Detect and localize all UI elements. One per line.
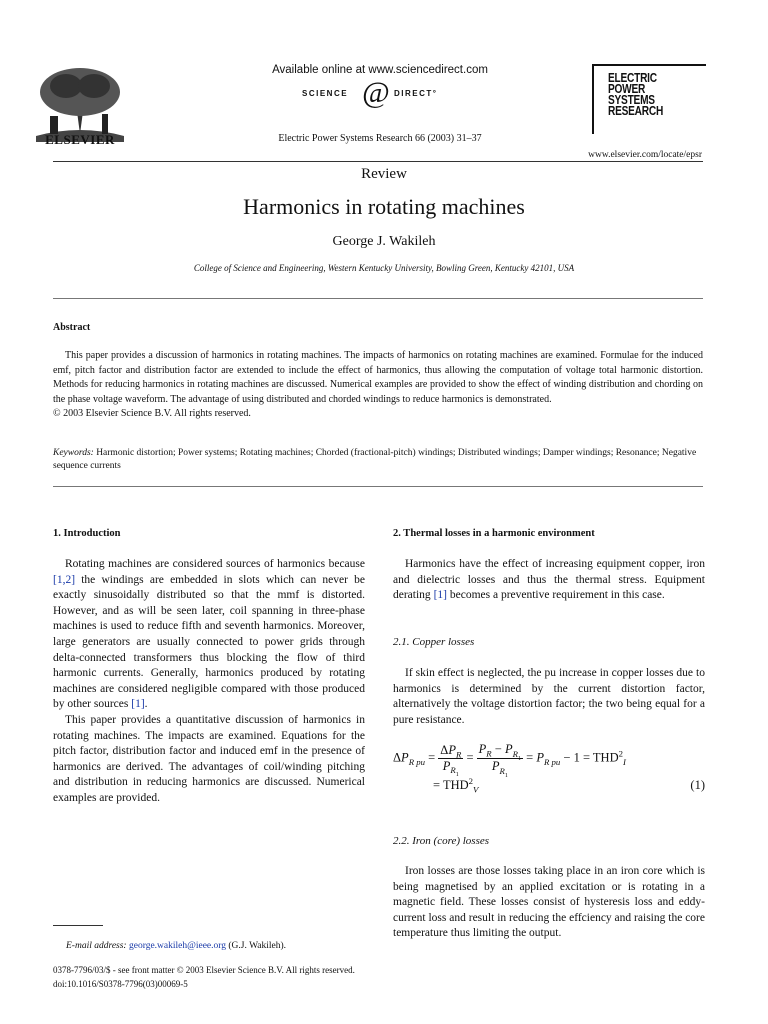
- copper-losses-text: If skin effect is neglected, the pu increase in copper losses due to harmonics is determined by the current distortion factor, alternatively the voltage distortion factor; the two being equal for a pure resistance.: [393, 667, 705, 726]
- author-email-link[interactable]: george.wakileh@ieee.org: [128, 941, 227, 951]
- sd-right-text: DIRECT°: [394, 89, 438, 98]
- article-author: George J. Wakileh: [332, 234, 436, 249]
- section2-paragraph: [393, 557, 705, 604]
- intro-text: the windings are embedded in slots which can never be exactly sinusoidally distributed so that the mmf is distorted. However, and as will be seen later, coil spanning in three-phase machines is used to reduce fifth and seventh harmonics. Moreover, large generators are usually connected to power grids through delta-connected transformers thus blocking the flow of third harmonic currents. Generally, harmonics produced by rotating machines are considered negligible compared with those produced by other sources: [53, 573, 365, 711]
- doi-line: doi:10.1016/S0378-7796(03)00069-5: [53, 979, 188, 989]
- equation-number: (1): [690, 778, 705, 792]
- intro-paragraph-2: This paper provides a quantitative discussion of harmonics in rotating machines. The impacts are examined. Equations for the pitch factor, distribution factor and induced emf in the presence of harmonics are derived. The advantages of coil/winding pitching and distribution in reducing harmonics are discussed. Numerical examples are provided.: [53, 713, 365, 804]
- intro-paragraph-1: [53, 557, 365, 713]
- intro-text: .: [144, 698, 148, 711]
- abstract-divider: [53, 486, 703, 487]
- abstract-body: [53, 349, 703, 422]
- equation-1-line-2: = $THD^2_V$: [433, 775, 479, 795]
- iron-losses-text: Iron losses are those losses taking place in an iron core which is being magnetised by an applied excitation or is rotating in a magnetic field. These losses consist of hysteresis loss and eddy-current loss and result in reducing the effciency and raising the core temperature thus limiting the output.: [393, 865, 705, 940]
- intro-body: [53, 557, 365, 807]
- article-title: Harmonics in rotating machines: [243, 194, 525, 219]
- footnote-name: (G.J. Wakileh).: [226, 941, 287, 951]
- author-email-footnote: [66, 941, 286, 951]
- copyright-line: © 2003 Elsevier Science B.V. All rights reserved.: [53, 408, 251, 419]
- intro-heading: 1. Introduction: [53, 528, 121, 539]
- subsection-2-1-body: [393, 666, 705, 728]
- elsevier-wordmark: ELSEVIER: [45, 132, 115, 147]
- title-divider: [53, 298, 703, 299]
- abstract-text: This paper provides a discussion of harmonics in rotating machines. The impacts of harmonics on rotating machines are examined. Formulae for the induced emf, pitch factor and distribution factor are extended to include the effect of harmonics, thus allowing the computation of voltage total harmonic distortion. Methods for reducing harmonics in rotating machines are discussed. Numerical examples are provided to show the effect of winding distribution and chording on the phase voltage waveform. The advantage of using distributed and chorded windings to reduce harmonics is demonstrated.: [53, 350, 703, 405]
- section2-body: [393, 557, 705, 604]
- epsr-journal-logo: [592, 64, 706, 134]
- sd-at-icon: @: [362, 76, 390, 109]
- intro-text: Rotating machines are considered sources of harmonics because: [65, 558, 365, 570]
- section-label: Review: [361, 166, 407, 182]
- header-divider: [53, 161, 703, 162]
- section2-text: becomes a preventive requirement in this case.: [446, 589, 665, 602]
- citation-link[interactable]: [1,2]: [53, 573, 76, 586]
- sciencedirect-logo: [302, 76, 462, 110]
- subsection-2-1-heading: 2.1. Copper losses: [393, 636, 475, 648]
- equation-1: [393, 738, 705, 798]
- footnote-label: E-mail address:: [66, 941, 127, 951]
- subsection-2-2-heading: 2.2. Iron (core) losses: [393, 835, 490, 847]
- epsr-line: ELECTRIC: [608, 70, 657, 85]
- section2-heading: 2. Thermal losses in a harmonic environment: [393, 528, 595, 539]
- citation-link[interactable]: [1]: [433, 589, 447, 602]
- sd-left-text: SCIENCE: [302, 89, 349, 98]
- epsr-line: POWER: [608, 81, 646, 96]
- author-affiliation: College of Science and Engineering, Western Kentucky University, Bowling Green, Kentucky 42101, USA: [193, 263, 575, 273]
- keywords-label: Keywords:: [53, 448, 94, 458]
- subsection-2-2-body: [393, 864, 705, 942]
- epsr-logo-text: [608, 72, 663, 116]
- citation-link[interactable]: [1]: [131, 698, 145, 711]
- front-matter-line: 0378-7796/03/$ - see front matter © 2003 Elsevier Science B.V. All rights reserved.: [53, 965, 355, 975]
- journal-url[interactable]: www.elsevier.com/locate/epsr: [588, 150, 702, 160]
- keywords-list: Harmonic distortion; Power systems; Rotating machines; Chorded (fractional-pitch) windings; Distributed windings; Damper windings; Resonance; Negative sequence currents: [53, 448, 697, 471]
- epsr-line: RESEARCH: [608, 103, 664, 118]
- equation-1-line-1: $\Delta P_{R pu}$ = $\Delta P_R$ $P_{R_1}$ = $\frac{P_R - P_{R_1}}{P_{R_1}}$ = $P_{R pu} - 1 = THD^2_I$: [393, 742, 626, 779]
- epsr-line: SYSTEMS: [608, 92, 655, 107]
- section2-text: Harmonics have the effect of increasing equipment copper, iron and dielectric losses and thus the thermal stress. Equipment derating: [393, 558, 705, 602]
- available-online-text: Available online at www.sciencedirect.com: [272, 64, 488, 76]
- keywords: [53, 447, 703, 473]
- footnote-divider: [53, 925, 103, 926]
- journal-reference: Electric Power Systems Research 66 (2003) 31–37: [278, 133, 482, 144]
- abstract-heading: Abstract: [53, 322, 91, 333]
